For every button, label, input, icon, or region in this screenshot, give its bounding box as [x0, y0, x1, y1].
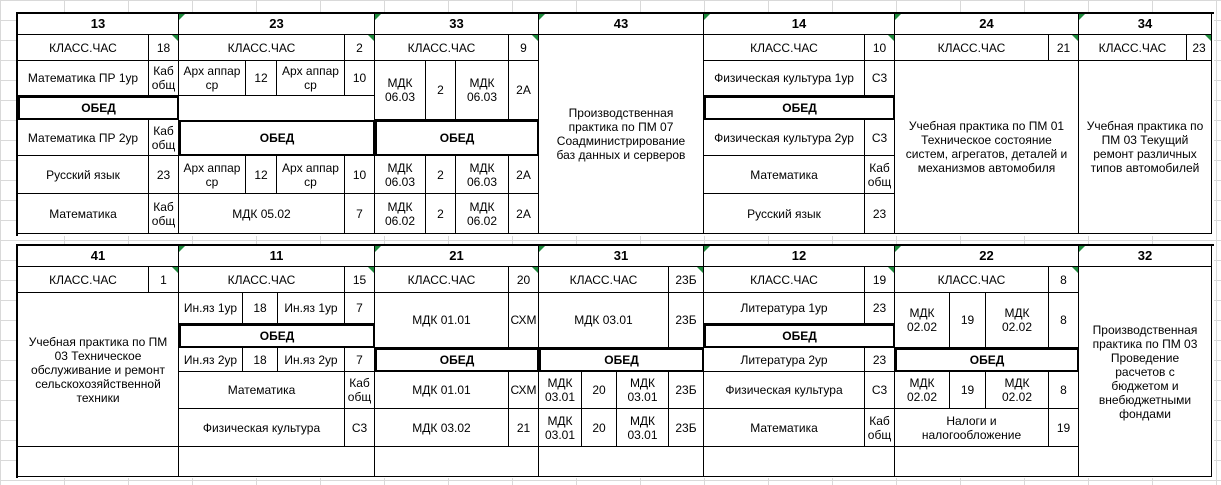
cell[interactable]: КЛАСС.ЧАС: [375, 35, 509, 61]
cell[interactable]: 19: [865, 267, 895, 293]
group-header-32[interactable]: 32: [1079, 246, 1212, 267]
cell-empty[interactable]: [18, 447, 179, 477]
cell[interactable]: Физическая культура 1ур: [704, 61, 865, 96]
lunch-break[interactable]: ОБЕД: [179, 120, 375, 156]
cell[interactable]: 23: [865, 194, 895, 234]
cell[interactable]: Математика ПР 1ур: [18, 61, 149, 96]
practice-cell[interactable]: Учебная практика по ПМ 01 Техническое состояние систем, агрегатов, деталей и механизмов автомобиля: [895, 61, 1079, 234]
cell[interactable]: 12: [246, 156, 277, 194]
cell[interactable]: МДК 06.03: [375, 61, 426, 120]
group-header-34[interactable]: 34: [1079, 14, 1212, 35]
cell[interactable]: 23Б: [669, 372, 704, 409]
cell[interactable]: С3: [865, 120, 895, 156]
cell[interactable]: КЛАСС.ЧАС: [539, 267, 669, 293]
group-header-13[interactable]: 13: [18, 14, 179, 35]
cell[interactable]: 20: [582, 372, 617, 409]
cell[interactable]: Литература 1ур: [704, 293, 865, 324]
cell[interactable]: 8: [1049, 267, 1079, 293]
cell[interactable]: Русский язык: [18, 156, 149, 194]
cell[interactable]: КЛАСС.ЧАС: [179, 267, 345, 293]
cell[interactable]: 12: [246, 61, 277, 96]
cell[interactable]: МДК 06.03: [456, 156, 509, 194]
group-header-14[interactable]: 14: [704, 14, 895, 35]
lunch-break[interactable]: ОБЕД: [375, 120, 539, 156]
cell[interactable]: С3: [865, 372, 895, 409]
cell[interactable]: 8: [1049, 293, 1079, 348]
cell[interactable]: МДК 03.01: [539, 293, 669, 348]
cell[interactable]: 2А: [509, 61, 539, 120]
cell[interactable]: Физическая культура: [704, 372, 865, 409]
group-header-24[interactable]: 24: [895, 14, 1079, 35]
lunch-break[interactable]: ОБЕД: [375, 348, 539, 372]
cell-empty[interactable]: [539, 447, 704, 477]
cell[interactable]: КЛАСС.ЧАС: [179, 35, 345, 61]
schedule-block-bottom: [16, 244, 1214, 478]
cell[interactable]: КЛАСС.ЧАС: [375, 267, 509, 293]
cell[interactable]: МДК 03.02: [375, 409, 509, 447]
cell[interactable]: 10: [345, 156, 375, 194]
cell[interactable]: Ин.яз 1ур: [278, 293, 345, 324]
cell[interactable]: 23Б: [669, 409, 704, 447]
cell[interactable]: Налоги и налогообложение: [895, 409, 1049, 447]
cell-empty[interactable]: [179, 447, 375, 477]
cell[interactable]: Каб общ: [149, 194, 179, 234]
cell[interactable]: МДК 01.01: [375, 293, 509, 348]
group-header-31[interactable]: 31: [539, 246, 704, 267]
cell[interactable]: 9: [509, 35, 539, 61]
cell[interactable]: 20: [509, 267, 539, 293]
cell[interactable]: Физическая культура: [179, 409, 345, 447]
cell[interactable]: 10: [865, 35, 895, 61]
lunch-break[interactable]: ОБЕД: [179, 324, 375, 348]
cell[interactable]: 15: [345, 267, 375, 293]
lunch-break[interactable]: ОБЕД: [895, 348, 1079, 372]
cell[interactable]: Ин.яз 2ур: [179, 348, 243, 372]
cell[interactable]: С3: [345, 409, 375, 447]
cell[interactable]: 8: [1049, 372, 1079, 409]
cell[interactable]: 7: [345, 293, 375, 324]
group-header-21[interactable]: 21: [375, 246, 539, 267]
schedule-block-top: [16, 12, 1214, 236]
cell[interactable]: Физическая культура 2ур: [704, 120, 865, 156]
cell[interactable]: 23: [865, 293, 895, 324]
cell[interactable]: 23Б: [669, 267, 704, 293]
cell[interactable]: 19: [1049, 409, 1079, 447]
cell[interactable]: 2: [345, 35, 375, 61]
cell[interactable]: КЛАСС.ЧАС: [704, 35, 865, 61]
cell[interactable]: Каб общ: [865, 409, 895, 447]
group-header-12[interactable]: 12: [704, 246, 895, 267]
cell[interactable]: Математика: [704, 409, 865, 447]
group-header-11[interactable]: 11: [179, 246, 375, 267]
cell[interactable]: 23: [1187, 35, 1212, 61]
practice-cell[interactable]: Производственная практика по ПМ 03 Проведение расчетов с бюджетом и внебюджетными фондами: [1079, 267, 1212, 477]
cell[interactable]: Математика: [18, 194, 149, 234]
cell[interactable]: МДК 06.03: [456, 61, 509, 120]
cell-empty[interactable]: [704, 447, 895, 477]
cell[interactable]: Каб общ: [149, 120, 179, 156]
lunch-break[interactable]: ОБЕД: [18, 96, 179, 120]
cell[interactable]: 2: [426, 61, 456, 120]
cell[interactable]: 2А: [509, 194, 539, 234]
cell[interactable]: Каб общ: [865, 156, 895, 194]
cell[interactable]: Каб общ: [149, 61, 179, 96]
cell[interactable]: 7: [345, 194, 375, 234]
cell[interactable]: МДК 03.01: [617, 409, 669, 447]
cell[interactable]: МДК 03.01: [539, 409, 582, 447]
cell[interactable]: 2А: [509, 156, 539, 194]
cell[interactable]: С3: [865, 61, 895, 96]
lunch-break[interactable]: ОБЕД: [539, 348, 704, 372]
cell[interactable]: МДК 06.02: [456, 194, 509, 234]
cell[interactable]: МДК 02.02: [895, 293, 950, 348]
cell[interactable]: МДК 03.01: [539, 372, 582, 409]
cell[interactable]: 21: [1049, 35, 1079, 61]
cell[interactable]: 18: [243, 293, 278, 324]
cell[interactable]: 18: [149, 35, 179, 61]
cell[interactable]: МДК 01.01: [375, 372, 509, 409]
cell[interactable]: Арх аппар ср: [179, 156, 246, 194]
cell[interactable]: МДК 02.02: [986, 293, 1049, 348]
cell[interactable]: 21: [509, 409, 539, 447]
lunch-break[interactable]: ОБЕД: [704, 324, 895, 348]
cell[interactable]: 19: [950, 293, 986, 348]
group-header-22[interactable]: 22: [895, 246, 1079, 267]
cell[interactable]: 19: [950, 372, 986, 409]
cell[interactable]: 10: [345, 61, 375, 96]
cell[interactable]: 7: [345, 348, 375, 372]
cell[interactable]: МДК 06.02: [375, 194, 426, 234]
cell[interactable]: Каб общ: [345, 372, 375, 409]
cell[interactable]: КЛАСС.ЧАС: [18, 267, 149, 293]
cell[interactable]: 2: [426, 156, 456, 194]
cell[interactable]: Ин.яз 1ур: [179, 293, 243, 324]
cell[interactable]: 23Б: [669, 293, 704, 348]
cell[interactable]: МДК 02.02: [895, 372, 950, 409]
practice-cell[interactable]: Производственная практика по ПМ 07 Соадминистрирование баз данных и серверов: [539, 35, 704, 234]
cell[interactable]: МДК 05.02: [179, 194, 345, 234]
cell[interactable]: Математика ПР 2ур: [18, 120, 149, 156]
cell[interactable]: Арх аппар ср: [277, 61, 345, 96]
cell[interactable]: КЛАСС.ЧАС: [18, 35, 149, 61]
cell[interactable]: СХМ: [509, 372, 539, 409]
cell[interactable]: КЛАСС.ЧАС: [895, 35, 1049, 61]
cell[interactable]: Математика: [704, 156, 865, 194]
cell[interactable]: 23: [865, 348, 895, 372]
cell[interactable]: 2: [426, 194, 456, 234]
group-header-43[interactable]: 43: [539, 14, 704, 35]
cell[interactable]: МДК 06.03: [375, 156, 426, 194]
cell[interactable]: МДК 03.01: [617, 372, 669, 409]
cell[interactable]: МДК 02.02: [986, 372, 1049, 409]
cell-empty[interactable]: [895, 447, 1079, 477]
cell[interactable]: Арх аппар ср: [179, 61, 246, 96]
group-header-33[interactable]: 33: [375, 14, 539, 35]
practice-cell[interactable]: Учебная практика по ПМ 03 Техническое обслуживание и ремонт сельскохозяйственной техники: [18, 293, 179, 447]
lunch-break[interactable]: ОБЕД: [704, 96, 895, 120]
cell[interactable]: Ин.яз 2ур: [278, 348, 345, 372]
cell[interactable]: Арх аппар ср: [277, 156, 345, 194]
cell[interactable]: 20: [582, 409, 617, 447]
cell[interactable]: Математика: [179, 372, 345, 409]
cell-empty[interactable]: [179, 96, 375, 120]
cell[interactable]: КЛАСС.ЧАС: [1079, 35, 1187, 61]
cell[interactable]: Литература 2ур: [704, 348, 865, 372]
group-header-41[interactable]: 41: [18, 246, 179, 267]
cell[interactable]: КЛАСС.ЧАС: [895, 267, 1049, 293]
cell[interactable]: СХМ: [509, 293, 539, 348]
cell-empty[interactable]: [375, 447, 539, 477]
cell[interactable]: 1: [149, 267, 179, 293]
cell[interactable]: Русский язык: [704, 194, 865, 234]
cell[interactable]: 18: [243, 348, 278, 372]
cell[interactable]: КЛАСС.ЧАС: [704, 267, 865, 293]
cell[interactable]: 23: [149, 156, 179, 194]
group-header-23[interactable]: 23: [179, 14, 375, 35]
practice-cell[interactable]: Учебная практика по ПМ 03 Текущий ремонт различных типов автомобилей: [1079, 61, 1212, 234]
